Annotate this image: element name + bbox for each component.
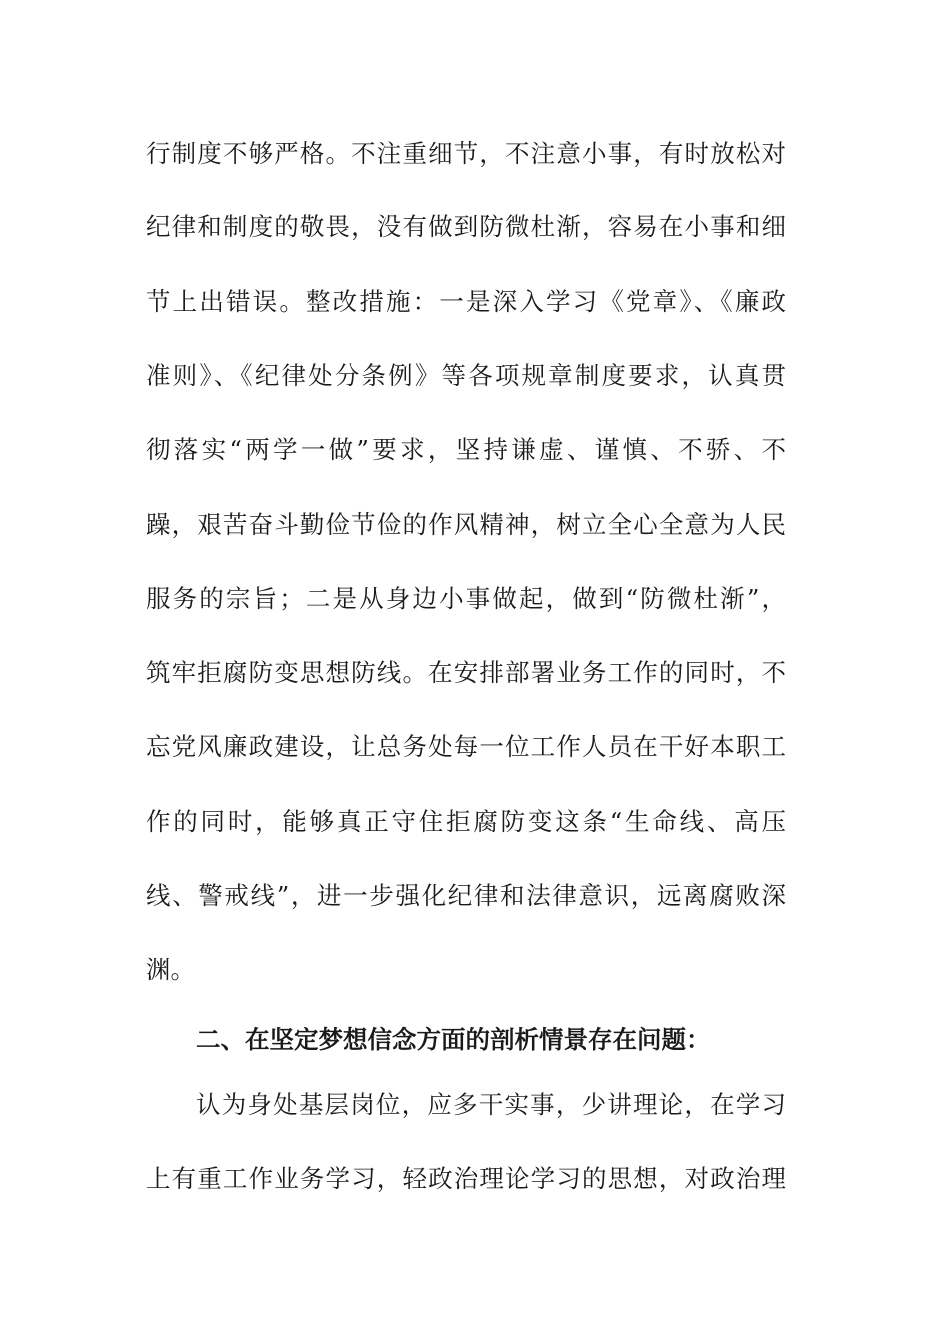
paragraph-line: 躁，艰苦奋斗勤俭节俭的作风精神，树立全心全意为人民	[146, 510, 786, 539]
paragraph-line: 线、警戒线”，进一步强化纪律和法律意识，远离腐败深	[146, 881, 786, 910]
paragraph-line: 忘党风廉政建设，让总务处每一位工作人员在干好本职工	[146, 732, 786, 761]
paragraph-line: 准则》、《纪律处分条例》等各项规章制度要求，认真贯	[146, 361, 786, 390]
paragraph-line: 认为身处基层岗位，应多干实事，少讲理论，在学习	[196, 1090, 786, 1119]
paragraph-line: 行制度不够严格。不注重细节，不注意小事，有时放松对	[146, 139, 786, 168]
paragraph-line: 彻落实“两学一做”要求，坚持谦虚、谨慎、不骄、不	[146, 435, 786, 464]
paragraph-line: 作的同时，能够真正守住拒腐防变这条“生命线、高压	[146, 807, 786, 836]
paragraph-line: 渊。	[146, 955, 195, 984]
paragraph-line: 节上出错误。整改措施：一是深入学习《党章》、《廉政	[146, 287, 786, 316]
paragraph-line: 服务的宗旨；二是从身边小事做起，做到“防微杜渐”，	[146, 584, 786, 613]
section-heading: 二、在坚定梦想信念方面的剖析情景存在问题：	[196, 1025, 711, 1054]
paragraph-line: 上有重工作业务学习，轻政治理论学习的思想，对政治理	[146, 1164, 786, 1193]
paragraph-line: 筑牢拒腐防变思想防线。在安排部署业务工作的同时，不	[146, 658, 786, 687]
paragraph-line: 纪律和制度的敬畏，没有做到防微杜渐，容易在小事和细	[146, 212, 786, 241]
